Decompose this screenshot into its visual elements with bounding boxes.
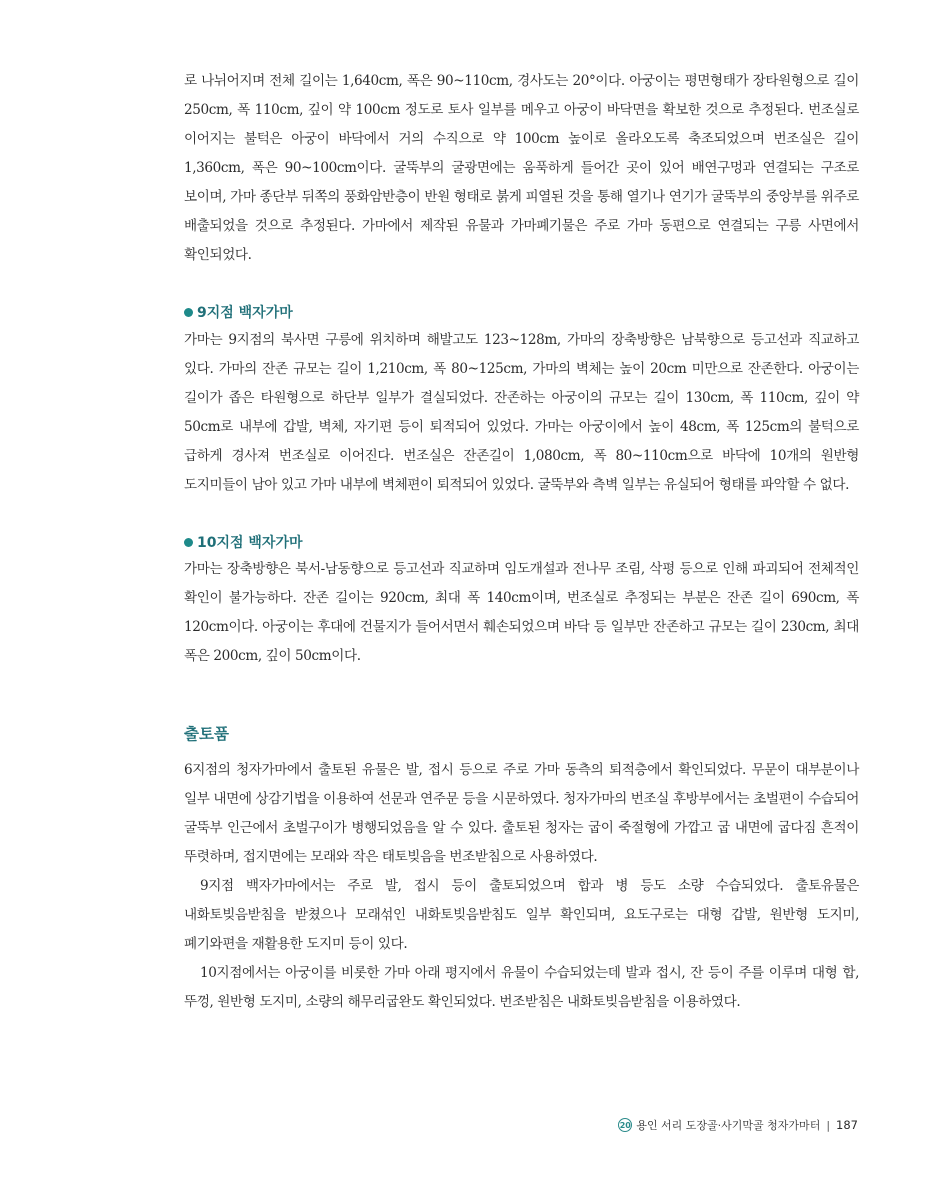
site10-paragraph: 가마는 장축방향은 북서-남동향으로 등고선과 직교하며 임도개설과 전나무 조림, 삭평 등으로 인해 파괴되어 전체적인 확인이 불가능하다. 잔존 길이는 920cm, 최대 폭 140cm이며, 번조실로 추정되는 부분은 잔존 길이 690cm, 폭 120cm이다. 아궁이는 후대에 건물지가 들어서면서 훼손되었으며 바닥 등 일부만 잔존하고 규모는 길이 230cm, 최대 폭은 200cm, 깊이 50cm이다. [184, 561, 859, 664]
chapter-number-badge: 20 [618, 1118, 632, 1132]
bullet-icon [184, 538, 193, 547]
artifacts-section [184, 756, 859, 1017]
intro-section [184, 3, 859, 270]
page-number: 187 [836, 1118, 858, 1132]
intro-paragraph: 로 나뉘어지며 전체 길이는 1,640cm, 폭은 90~110cm, 경사도는 20°이다. 아궁이는 평면형태가 장타원형으로 길이 250cm, 폭 110cm, 깊이 약 100cm 정도로 토사 일부를 메우고 아궁이 바닥면을 확보한 것으로 추정된다. 번조실로 이어지는 불턱은 아궁이 바닥에서 거의 수직으로 약 100cm 높이로 올라오도록 축조되었으며 번조실은 길이 1,360cm, 폭은 90~100cm이다. 굴뚝부의 굴광면에는 움푹하게 들어간 곳이 있어 배연구멍과 연결되는 구조로 보이며, 가마 종단부 뒤쪽의 풍화암반층이 반원 형태로 붉게 피열된 것을 통해 열기나 연기가 굴뚝부의 중앙부를 위주로 배출되었을 것으로 추정된다. 가마에서 제작된 유물과 가마폐기물은 주로 가마 동편으로 연결되는 구릉 사면에서 확인되었다. [184, 73, 859, 263]
artifacts-heading: 출토품 [184, 725, 229, 743]
site10-section [184, 555, 859, 671]
site10-heading [184, 532, 303, 552]
artifacts-paragraph-3: 10지점에서는 아궁이를 비롯한 가마 아래 평지에서 유물이 수습되었는데 발과 접시, 잔 등이 주를 이루며 대형 합, 뚜껑, 원반형 도지미, 소량의 해무리굽완도 확인되었다. 번조받침은 내화토빚음받침을 이용하였다. [184, 965, 859, 1010]
site9-section [184, 326, 859, 500]
site9-heading-text: 9지점 백자가마 [197, 305, 293, 321]
footer-separator: | [826, 1118, 831, 1132]
bullet-icon [184, 308, 193, 317]
site9-heading [184, 302, 293, 322]
site9-paragraph: 가마는 9지점의 북사면 구릉에 위치하며 해발고도 123~128m, 가마의 장축방향은 남북향으로 등고선과 직교하고 있다. 가마의 잔존 규모는 길이 1,210cm, 폭 80~125cm, 가마의 벽체는 높이 20cm 미만으로 잔존한다. 아궁이는 길이가 좁은 타원형으로 하단부 일부가 결실되었다. 잔존하는 아궁이의 규모는 길이 130cm, 폭 110cm, 깊이 약 50cm로 내부에 갑발, 벽체, 자기편 등이 퇴적되어 있었다. 가마는 아궁이에서 높이 48cm, 폭 125cm의 불턱으로 급하게 경사져 번조실로 이어진다. 번조실은 잔존길이 1,080cm, 폭 80~110cm으로 바닥에 10개의 원반형 도지미들이 남아 있고 가마 내부에 벽체편이 퇴적되어 있었다. 굴뚝부와 측벽 일부는 유실되어 형태를 파악할 수 없다. [184, 332, 859, 493]
artifacts-paragraph-2: 9지점 백자가마에서는 주로 발, 접시 등이 출토되었으며 합과 병 등도 소량 수습되었다. 출토유물은 내화토빚음받침을 받쳤으나 모래섞인 내화토빚음받침도 일부 확인되며, 요도구로는 대형 갑발, 원반형 도지미, 폐기와편을 재활용한 도지미 등이 있다. [184, 878, 859, 952]
running-title: 용인 서리 도장골·사기막골 청자가마터 [636, 1119, 821, 1132]
page-footer [618, 1117, 858, 1133]
site10-heading-text: 10지점 백자가마 [197, 535, 303, 551]
artifacts-paragraph-1: 6지점의 청자가마에서 출토된 유물은 발, 접시 등으로 주로 가마 동측의 퇴적층에서 확인되었다. 무문이 대부분이나 일부 내면에 상감기법을 이용하여 선문과 연주문 등을 시문하였다. 청자가마의 번조실 후방부에서는 초벌편이 수습되어 굴뚝부 인근에서 초벌구이가 병행되었음을 알 수 있다. 출토된 청자는 굽이 죽절형에 가깝고 굽 내면에 굽다짐 흔적이 뚜렷하며, 접지면에는 모래와 작은 태토빚음을 번조받침으로 사용하였다. [184, 762, 859, 865]
